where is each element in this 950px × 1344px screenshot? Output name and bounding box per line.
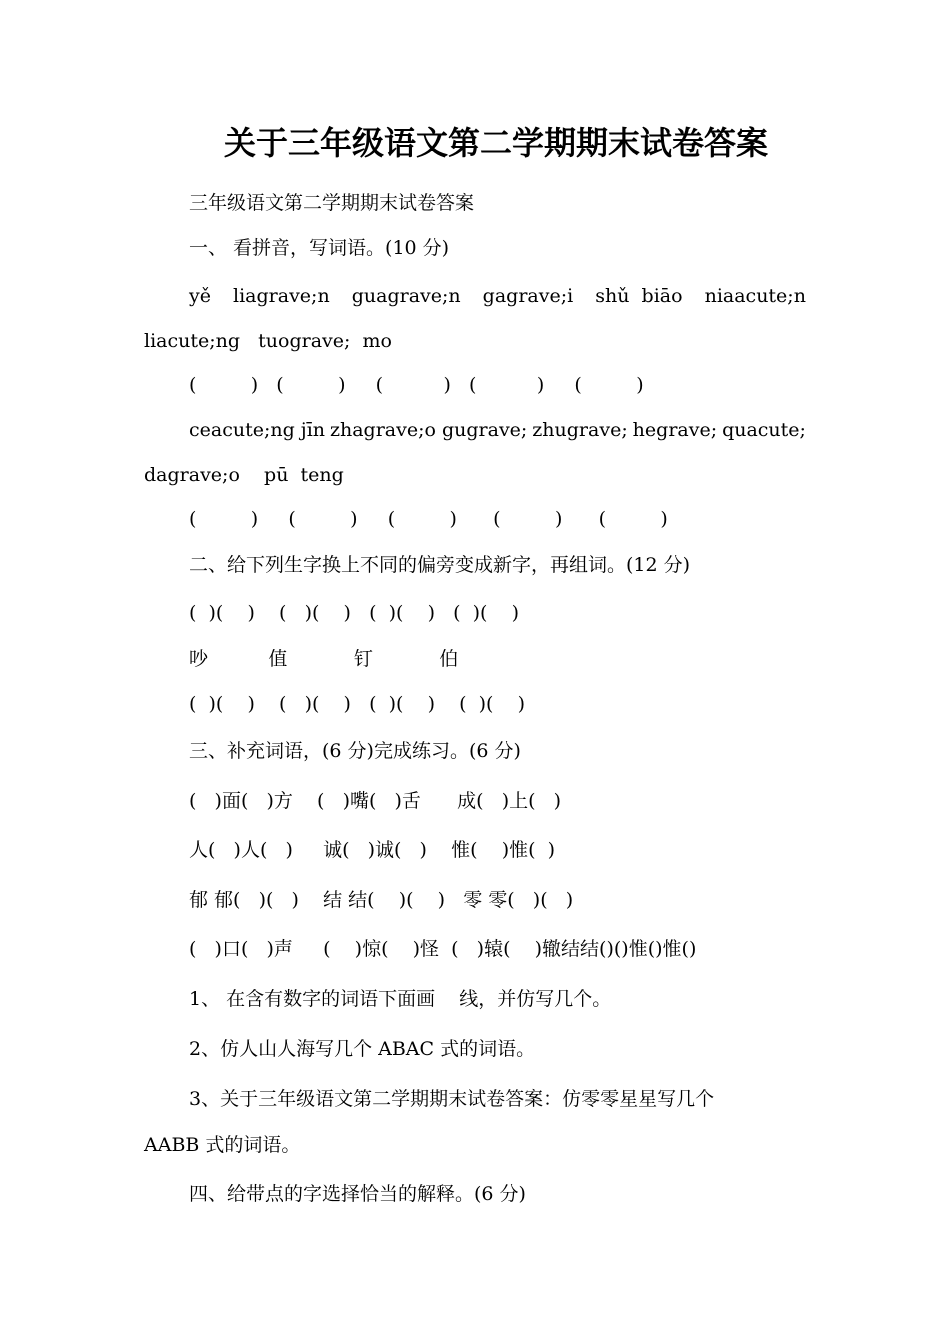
pinyin-item: liagrave;n bbox=[233, 285, 330, 307]
exercise-1: 1、 在含有数字的词语下面画 线，并仿写几个。 bbox=[189, 988, 612, 1010]
pinyin-item: ceacute;ng jīn bbox=[189, 419, 326, 441]
pinyin-item: zhagrave;o gugrave; bbox=[329, 419, 528, 441]
section-1-heading: 一、 看拼音，写词语。(10 分) bbox=[189, 237, 450, 259]
section-3-row-4: ( )口( )声 ( )惊( )怪 ( )辕( )辙结结()()惟()惟() bbox=[189, 938, 697, 960]
section-4-heading: 四、给带点的字选择恰当的解释。(6 分) bbox=[189, 1183, 526, 1205]
section-3-row-2: 人( )人( ) 诚( )诚( ) 惟( )惟( ) bbox=[189, 839, 556, 861]
answer-brackets-row-2: ( ) ( ) ( ) ( ) ( ) bbox=[189, 508, 668, 530]
document-title: 关于三年级语文第二学期期末试卷答案 bbox=[224, 124, 769, 162]
exercise-3: 3、关于三年级语文第二学期期末试卷答案：仿零零星星写几个 bbox=[189, 1088, 715, 1110]
section-2-brackets-bottom: ( )( ) ( )( ) ( )( ) ( )( ) bbox=[189, 693, 526, 715]
pinyin-row-2-continued: dagrave;o pū teng bbox=[144, 464, 344, 486]
exercise-3-continued: AABB 式的词语。 bbox=[144, 1134, 301, 1156]
pinyin-item: guagrave;n bbox=[351, 285, 461, 307]
exercise-2: 2、仿人山人海写几个 ABAC 式的词语。 bbox=[189, 1038, 536, 1060]
pinyin-item: niaacute;n bbox=[704, 285, 806, 307]
pinyin-item: shǔ biāo bbox=[595, 285, 683, 307]
section-2-brackets-top: ( )( ) ( )( ) ( )( ) ( )( ) bbox=[189, 602, 519, 624]
pinyin-item: hegrave; bbox=[632, 419, 718, 441]
pinyin-item: gagrave;i bbox=[482, 285, 574, 307]
pinyin-item: quacute; bbox=[722, 419, 806, 441]
answer-brackets-row-1: ( ) ( ) ( ) ( ) ( ) bbox=[189, 374, 644, 396]
section-2-heading: 二、给下列生字换上不同的偏旁变成新字，再组词。(12 分) bbox=[189, 554, 691, 576]
section-3-heading: 三、补充词语，(6 分)完成练习。(6 分) bbox=[189, 740, 521, 762]
pinyin-row-1 bbox=[189, 284, 806, 308]
section-3-row-1: ( )面( )方 ( )嘴( )舌 成( )上( ) bbox=[189, 790, 562, 812]
pinyin-item: zhugrave; bbox=[532, 419, 628, 441]
pinyin-row-1-continued: liacute;ng tuograve; mo bbox=[144, 330, 392, 352]
pinyin-item: yě bbox=[189, 285, 211, 307]
section-2-characters: 吵 值 钉 伯 bbox=[189, 648, 459, 670]
section-3-row-3: 郁 郁( )( ) 结 结( )( ) 零 零( )( ) bbox=[189, 889, 574, 911]
pinyin-row-2 bbox=[189, 418, 806, 442]
document-subtitle: 三年级语文第二学期期末试卷答案 bbox=[189, 192, 475, 214]
